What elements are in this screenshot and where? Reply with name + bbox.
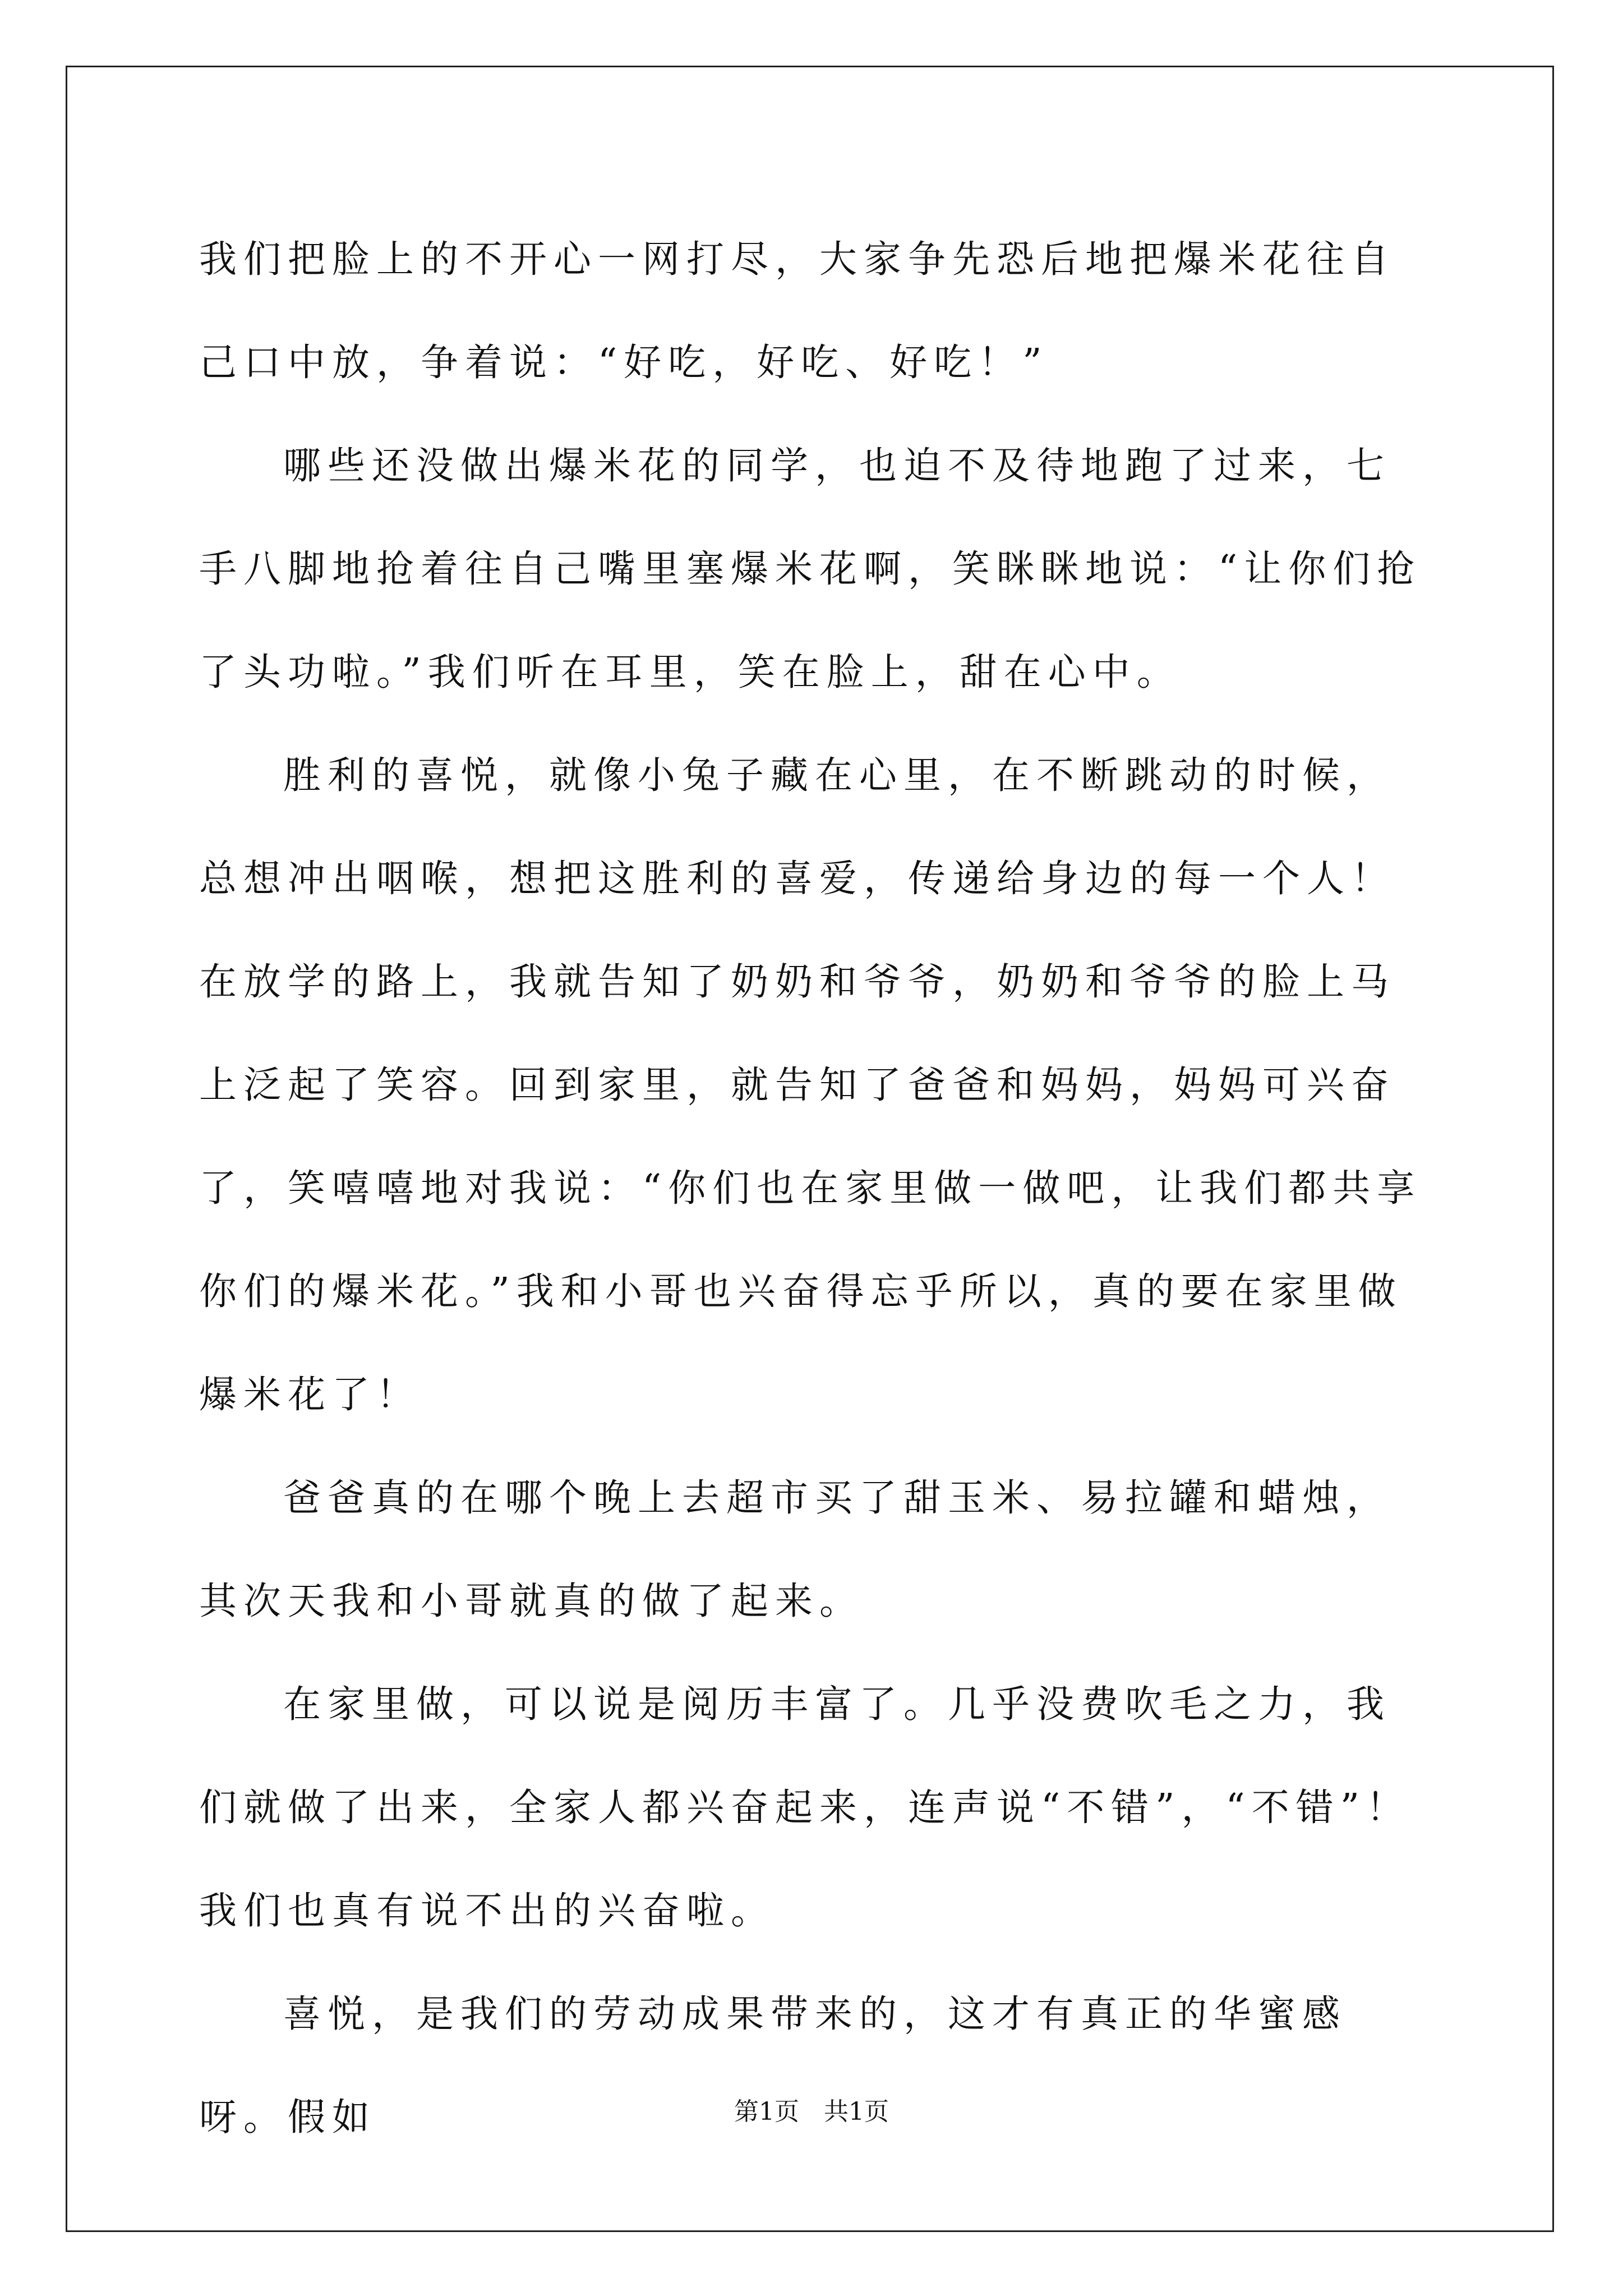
paragraph-2: 哪些还没做出爆米花的同学，也迫不及待地跑了过来，七手八脚地抢着往自己嘴里塞爆米花啊，笑眯眯地说：“让你们抢了头功啦。”我们听在耳里，笑在脸上，甜在心中。: [199, 444, 1422, 694]
paragraph-1: 我们把脸上的不开心一网打尽，大家争先恐后地把爆米花往自己口中放，争着说：“好吃，好吃、好吃！”: [199, 237, 1395, 384]
document-body: [199, 208, 1433, 2169]
paragraph-4: 爸爸真的在哪个晚上去超市买了甜玉米、易拉罐和蜡烛，其次天我和小哥就真的做了起来。: [199, 1476, 1391, 1623]
paragraph-5: 在家里做，可以说是阅历丰富了。几乎没费吹毛之力，我们就做了出来，全家人都兴奋起来，连声说“不错”，“不错”！我们也真有说不出的兴奋啦。: [199, 1682, 1411, 1932]
paragraph-3: 胜利的喜悦，就像小兔子藏在心里，在不断跳动的时候，总想冲出咽喉，想把这胜利的喜爱，传递给身边的每一个人！在放学的路上，我就告知了奶奶和爷爷，奶奶和爷爷的脸上马上泛起了笑容。回到家里，就告知了爸爸和妈妈，妈妈可兴奋了，笑嘻嘻地对我说：“你们也在家里做一做吧，让我们都共享你们的爆米花。”我和小哥也兴奋得忘乎所以，真的要在家里做爆米花了！: [199, 753, 1422, 1416]
paragraph-6: 喜悦，是我们的劳动成果带来的，这才有真正的华蜜感呀。假如: [199, 1992, 1347, 2139]
page-footer: 第1页 共1页: [734, 2097, 889, 2126]
